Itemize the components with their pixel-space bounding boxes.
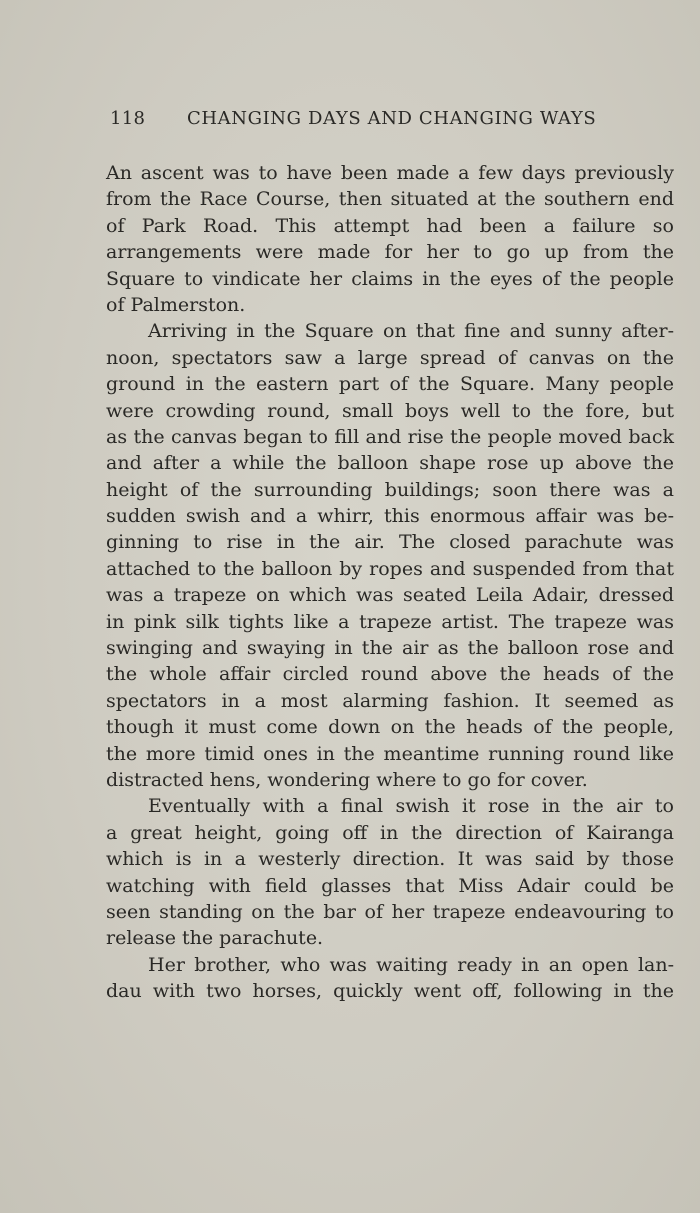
text-line: swinging and swaying in the air as the balloon rose and (106, 637, 674, 660)
text-line: release the parachute. (106, 927, 324, 950)
running-header (110, 108, 610, 136)
text-line: noon, spectators saw a large spread of canvas on the (106, 346, 674, 369)
text-line: the more timid ones in the meantime running round like (106, 742, 674, 765)
text-line: were crowding round, small boys well to the fore, but (106, 399, 674, 422)
text-line: of Palmerston. (106, 293, 246, 316)
text-line: arrangements were made for her to go up from the (106, 241, 674, 264)
text-line: which is in a westerly direction. It was said by those (106, 848, 674, 871)
text-line: ginning to rise in the air. The closed parachute was (106, 531, 674, 554)
text-line: and after a while the balloon shape rose up above the (106, 452, 674, 475)
text-line: sudden swish and a whirr, this enormous affair was be- (106, 505, 674, 528)
paragraph (106, 160, 674, 318)
text-line: height of the surrounding buildings; soon there was a (106, 478, 674, 501)
text-line: Arriving in the Square on that fine and sunny after- (148, 320, 674, 343)
text-line: distracted hens, wondering where to go for cover. (106, 768, 588, 791)
text-line: in pink silk tights like a trapeze artist. The trapeze was (106, 610, 674, 633)
text-line: Eventually with a final swish it rose in the air to (148, 795, 674, 818)
paragraph (106, 318, 674, 793)
text-line: as the canvas began to fill and rise the people moved back (106, 425, 674, 448)
text-line: dau with two horses, quickly went off, following in the (106, 980, 674, 1003)
text-line: An ascent was to have been made a few days previously (106, 162, 674, 184)
text-line: watching with field glasses that Miss Adair could be (106, 874, 674, 897)
paragraph (106, 952, 674, 1005)
text-line: attached to the balloon by ropes and suspended from that (106, 557, 674, 580)
running-title: CHANGING DAYS AND CHANGING WAYS (187, 108, 597, 129)
text-line: though it must come down on the heads of the people, (106, 716, 674, 739)
text-line: spectators in a most alarming fashion. It seemed as (106, 689, 674, 712)
text-line: of Park Road. This attempt had been a failure so (106, 214, 674, 237)
page-number: 118 (110, 108, 146, 129)
text-line: seen standing on the bar of her trapeze endeavouring to (106, 900, 674, 923)
paragraph (106, 793, 674, 951)
text-line: Her brother, who was waiting ready in an open lan- (148, 953, 674, 976)
text-line: the whole affair circled round above the heads of the (106, 663, 674, 686)
text-line: was a trapeze on which was seated Leila Adair, dressed (106, 584, 674, 607)
body-text (106, 160, 674, 1005)
text-line: a great height, going off in the direction of Kairanga (106, 821, 674, 844)
text-line: from the Race Course, then situated at the southern end (106, 188, 674, 211)
text-line: Square to vindicate her claims in the eyes of the people (106, 267, 674, 290)
text-line: ground in the eastern part of the Square. Many people (106, 373, 674, 396)
